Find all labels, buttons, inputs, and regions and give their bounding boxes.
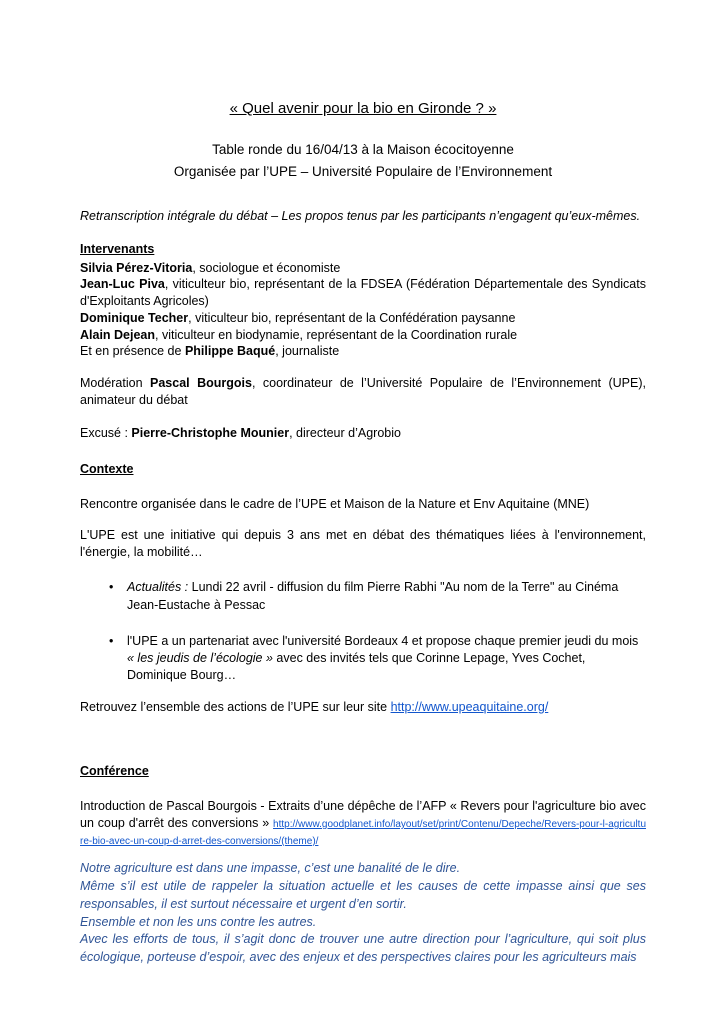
section-heading-contexte: Contexte [80,462,134,477]
partenariat-text-pre: l'UPE a un partenariat avec l'université Bordeaux 4 et propose chaque premier jeudi du mois [127,633,639,648]
intervenant-name: Alain Dejean [80,327,156,342]
excused-name: Pierre-Christophe Mounier [131,425,290,440]
subtitle-line-1: Table ronde du 16/04/13 à la Maison écocitoyenne [212,142,514,157]
intervenant-name: Dominique Techer [80,310,189,325]
document-title: « Quel avenir pour la bio en Gironde ? » [229,100,497,117]
excused-line [80,425,646,442]
afp-quote-line: Notre agriculture est dans une impasse, c’est une banalité de le dire. [80,861,461,876]
presence-line [80,343,646,360]
conference-intro-text: Introduction de Pascal Bourgois - Extraits d’une dépêche de l’AFP « Revers pour l'agriculture bio avec un coup d'arrêt des conversions » [80,799,646,830]
intervenant-description: , sociologue et économiste [192,260,341,275]
actualites-label: Actualités : [127,580,189,595]
bullet-item-actualites [80,579,646,614]
afp-depeche-link[interactable]: http://www.goodplanet.info/layout/set/print/Contenu/Depeche/Revers-pour-l-agriculture-bio-avec-un-coup-d-arret-des-conversions/(theme)/ [80,818,646,847]
afp-quote-block [80,860,646,967]
moderation-paragraph [80,375,646,409]
section-heading-intervenants: Intervenants [80,241,155,256]
afp-quote-line: Même s’il est utile de rappeler la situation actuelle et les causes de cette impasse ainsi que ses responsables, il est surtout nécessaire et urgent d’en sortir. [80,879,646,911]
moderation-role: , coordinateur de l’Université Populaire de l’Environnement (UPE), animateur du débat [80,376,646,407]
section-heading-conference: Conférence [80,764,149,779]
upe-site-link[interactable]: http://www.upeaquitaine.org/ [390,699,549,714]
bullet-text [127,633,646,685]
bullet-item-partenariat [80,633,646,685]
presence-role: , journaliste [275,344,340,359]
presence-name: Philippe Baqué [184,344,276,359]
excused-role: , directeur d’Agrobio [289,425,401,440]
bullet-text [127,579,646,614]
bullet-icon: • [109,633,114,648]
intervenant-name: Jean-Luc Piva [80,277,165,292]
moderation-prefix: Modération [80,376,150,391]
intervenant-description: , viticulteur en biodynamie, représentant de la Coordination rurale [155,327,518,342]
intervenant-row [80,276,646,310]
excused-prefix: Excusé : [80,425,132,440]
upe-site-line [80,699,646,716]
bullet-icon: • [109,580,114,595]
intervenant-name: Silvia Pérez-Vitoria [80,260,193,275]
presence-prefix: Et en présence de [80,344,185,359]
contexte-paragraph-1: Rencontre organisée dans le cadre de l’UPE et Maison de la Nature et Env Aquitaine (MNE) [80,497,590,512]
afp-quote-line: Avec les efforts de tous, il s’agit donc de trouver une autre direction pour l’agriculture, qui soit plus écologique, porteuse d’espoir, avec des enjeux et des perspectives claires pour les agriculteurs mais [80,932,646,965]
transcript-disclaimer: Retranscription intégrale du débat – Les propos tenus par les participants n’engagent qu’eux-mêmes. [80,209,641,224]
intervenant-row [80,310,646,327]
intervenant-description: , viticulteur bio, représentant de la FDSEA (Fédération Départementale des Syndicats d'Exploitants Agricoles) [80,277,646,309]
actualites-text: Lundi 22 avril - diffusion du film Pierre Rabhi "Au nom de la Terre" au Cinéma Jean-Eustache à Pessac [127,580,619,612]
upe-site-prefix: Retrouvez l’ensemble des actions de l’UPE sur leur site [80,699,391,714]
subtitle-line-2: Organisée par l’UPE – Université Populaire de l’Environnement [173,163,553,179]
jeudis-ecologie-label: « les jeudis de l’écologie » [127,651,273,666]
intervenant-row [80,260,646,277]
contexte-paragraph-2: L'UPE est une initiative qui depuis 3 ans met en débat des thématiques liées à l'environnement, l'énergie, la mobilité… [80,527,646,559]
intervenant-row [80,327,646,344]
moderation-name: Pascal Bourgois [150,376,252,391]
intervenant-description: , viticulteur bio, représentant de la Confédération paysanne [188,310,516,325]
afp-quote-line: Ensemble et non les uns contre les autres. [80,914,317,929]
event-subtitle [80,139,646,182]
intervenants-list [80,260,646,361]
conference-intro [80,798,646,848]
partenariat-text-post: avec des invités tels que Corinne Lepage, Yves Cochet, Dominique Bourg… [127,651,586,683]
